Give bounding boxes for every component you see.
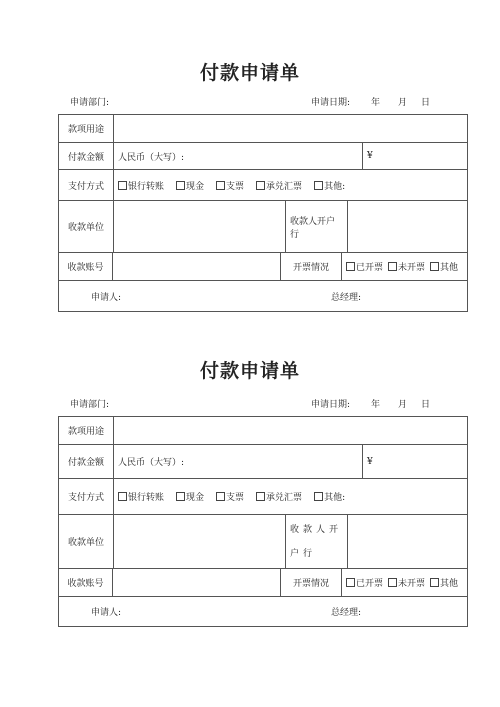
date-month: 月 (398, 400, 408, 410)
method-option-cash[interactable] (176, 179, 204, 192)
purpose-row (59, 115, 467, 142)
currency-symbol: ¥ (367, 151, 373, 161)
payee-row (59, 514, 467, 568)
manager-label: 总经理: (331, 292, 362, 303)
amount-label: 付款金额 (67, 458, 104, 468)
method-option-other[interactable] (314, 179, 345, 192)
checkbox-icon (216, 181, 225, 190)
checkbox-icon (256, 492, 265, 501)
purpose-row (59, 417, 467, 444)
checkbox-icon (430, 578, 439, 587)
currency-symbol: ¥ (367, 456, 373, 467)
account-label: 收款账号 (67, 263, 104, 273)
checkbox-icon (388, 262, 397, 271)
checkbox-icon (118, 492, 127, 501)
signature-row (59, 280, 467, 311)
invoice-label-text: 未开票 (397, 579, 425, 589)
payee-row (59, 200, 467, 252)
purpose-label: 款项用途 (67, 427, 104, 437)
checkbox-icon (216, 492, 225, 501)
method-label-text: 现金 (186, 181, 205, 192)
form-table (58, 114, 468, 312)
invoice-option-other[interactable] (430, 260, 458, 273)
checkbox-icon (176, 492, 185, 501)
account-row (59, 568, 467, 596)
amount-words-field[interactable] (113, 445, 362, 478)
department-label: 申请部门: (70, 400, 110, 410)
form-title: 付款申请单 (199, 62, 300, 84)
method-option-check[interactable] (216, 490, 244, 503)
manager-field[interactable] (331, 281, 467, 311)
account-label: 收款账号 (67, 579, 104, 589)
method-option-other[interactable] (314, 490, 345, 503)
invoice-label-text: 已开票 (355, 579, 383, 589)
manager-field[interactable] (331, 597, 467, 626)
method-row (59, 478, 467, 514)
payee-bank-label: 收款人开户行 (285, 515, 347, 568)
method-label-text: 支票 (226, 181, 245, 192)
signature-row (59, 596, 467, 626)
applicant-label: 申请人: (91, 292, 122, 303)
payee-label: 收款单位 (67, 538, 104, 548)
purpose-field[interactable] (113, 417, 467, 444)
amount-number-field[interactable] (362, 445, 467, 478)
amount-number-field[interactable] (362, 143, 467, 169)
payee-bank-field[interactable] (347, 201, 467, 252)
date-day: 日 (421, 400, 431, 410)
checkbox-icon (430, 262, 439, 271)
checkbox-icon (388, 578, 397, 587)
checkbox-icon (176, 181, 185, 190)
method-label-text: 现金 (186, 493, 205, 503)
method-row (59, 169, 467, 200)
method-label: 支付方式 (67, 181, 104, 192)
department-label: 申请部门: (70, 98, 110, 108)
invoice-label-text: 其他 (439, 579, 458, 589)
method-label-text: 其他: (324, 493, 346, 503)
date-year: 年 (371, 400, 381, 410)
invoice-label-text: 未开票 (397, 263, 425, 273)
method-label-text: 承兑汇票 (266, 493, 303, 503)
method-label-text: 支票 (226, 493, 245, 503)
amount-row (59, 444, 467, 478)
invoice-options (341, 253, 467, 280)
date-label: 申请日期: (311, 98, 351, 108)
applicant-field[interactable] (59, 597, 331, 626)
purpose-field[interactable] (113, 115, 467, 142)
method-label-text: 银行转账 (128, 181, 165, 192)
invoice-label-text: 其他 (439, 263, 458, 273)
invoice-option-other[interactable] (430, 576, 458, 589)
checkbox-icon (256, 181, 265, 190)
invoice-label: 开票情况 (280, 253, 341, 280)
method-label-text: 承兑汇票 (266, 181, 303, 192)
payee-label: 收款单位 (67, 223, 104, 233)
method-option-draft[interactable] (256, 490, 302, 503)
date-label: 申请日期: (311, 400, 351, 410)
payee-field[interactable] (113, 201, 285, 252)
method-options (113, 170, 467, 200)
invoice-options (341, 569, 467, 596)
account-field[interactable] (112, 253, 280, 280)
method-option-check[interactable] (216, 179, 244, 192)
purpose-label: 款项用途 (67, 125, 104, 135)
invoice-option-not-issued[interactable] (388, 260, 425, 273)
applicant-field[interactable] (59, 281, 331, 311)
invoice-label-text: 已开票 (355, 263, 383, 273)
invoice-label: 开票情况 (280, 569, 341, 596)
amount-words-label: 人民币（大写）: (118, 152, 185, 163)
account-field[interactable] (112, 569, 280, 596)
amount-words-label: 人民币（大写）: (118, 458, 185, 468)
payee-bank-field[interactable] (347, 515, 467, 568)
checkbox-icon (314, 181, 323, 190)
payee-field[interactable] (113, 515, 285, 568)
invoice-option-issued[interactable] (346, 260, 383, 273)
amount-words-field[interactable] (113, 143, 362, 169)
invoice-option-not-issued[interactable] (388, 576, 425, 589)
method-option-bank-transfer[interactable] (118, 490, 164, 503)
date-year: 年 (371, 98, 381, 108)
payee-bank-label: 收款人开户行 (285, 201, 347, 252)
checkbox-icon (346, 578, 355, 587)
applicant-label: 申请人: (91, 608, 122, 618)
amount-row (59, 142, 467, 169)
method-options (113, 479, 467, 514)
checkbox-icon (314, 492, 323, 501)
form-title: 付款申请单 (199, 360, 300, 382)
method-option-cash[interactable] (176, 490, 204, 503)
date-day: 日 (421, 98, 431, 108)
checkbox-icon (118, 181, 127, 190)
checkbox-icon (346, 262, 355, 271)
date-month: 月 (398, 98, 408, 108)
method-option-bank-transfer[interactable] (118, 179, 164, 192)
method-label-text: 其他: (324, 181, 346, 192)
account-row (59, 252, 467, 280)
form-table (58, 416, 468, 627)
manager-label: 总经理: (331, 608, 362, 618)
amount-label: 付款金额 (67, 152, 104, 163)
method-option-draft[interactable] (256, 179, 302, 192)
method-label-text: 银行转账 (128, 493, 165, 503)
invoice-option-issued[interactable] (346, 576, 383, 589)
method-label: 支付方式 (67, 493, 104, 503)
